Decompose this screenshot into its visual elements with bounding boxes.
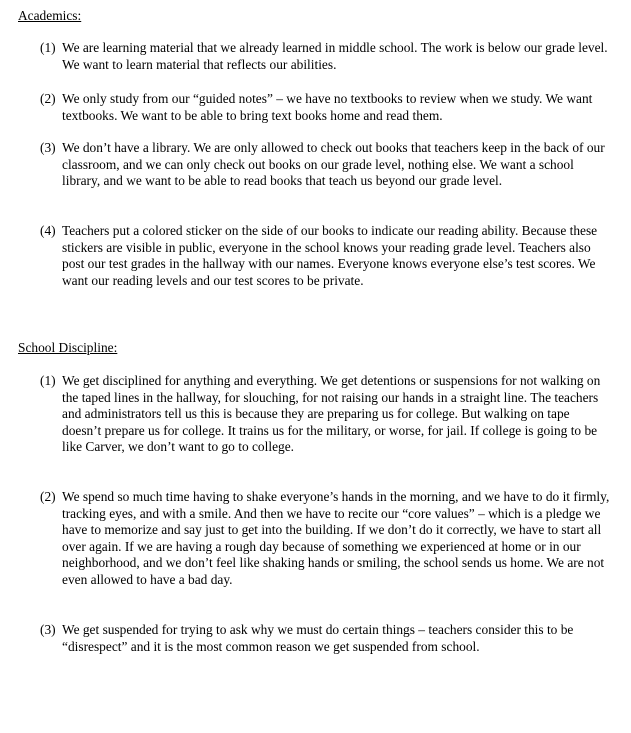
- discipline-item-1: [40, 373, 610, 456]
- item-number: (2): [40, 91, 56, 106]
- academics-item-4: [40, 223, 610, 289]
- item-text: We get disciplined for anything and everything. We get detentions or suspensions for not walking on the taped lines in the hallway, for slouching, for not raising our hands in a straight line. The teachers and administrators tell us this is because they are preparing us for college. But walking on tape doesn’t prepare us for college. It trains us for the military, or worse, for jail. If college is going to be like Carver, we don’t want to go to college.: [62, 373, 601, 455]
- item-text: We only study from our “guided notes” – we have no textbooks to review when we study. We want textbooks. We want to be able to bring text books home and read them.: [62, 91, 593, 123]
- item-number: (4): [40, 223, 56, 238]
- academics-item-2: [40, 91, 610, 124]
- item-number: (1): [40, 373, 56, 388]
- item-number: (1): [40, 40, 56, 55]
- discipline-heading: School Discipline:: [18, 340, 118, 355]
- academics-item-1: [40, 40, 610, 73]
- academics-item-3: [40, 140, 610, 190]
- item-text: We are learning material that we already learned in middle school. The work is below our grade level. We want to learn material that reflects our abilities.: [62, 40, 608, 72]
- item-text: We don’t have a library. We are only allowed to check out books that teachers keep in the back of our classroom, and we can only check out books on our grade level, nothing else. We want a school library, and we want to be able to read books that teach us beyond our grade level.: [62, 140, 605, 189]
- item-text: Teachers put a colored sticker on the side of our books to indicate our reading ability. Because these stickers are visible in public, everyone in the school knows your reading grade level. Teachers also post our test grades in the hallway with our names. Everyone knows everyone else’s test scores. We want our reading levels and our test scores to be private.: [62, 223, 598, 288]
- item-text: We spend so much time having to shake everyone’s hands in the morning, and we have to do it firmly, tracking eyes, and with a smile. And then we have to recite our “core values” – which is a pledge we have to memorize and say just to get into the building. If we don’t do it correctly, we have to start all over again. If we are having a rough day because of something we experienced at home or in our neighborhood, and we don’t feel like shaking hands or smiling, the school sends us home. We are not even allowed to have a bad day.: [62, 489, 610, 587]
- discipline-item-3: [40, 622, 610, 655]
- item-number: (2): [40, 489, 56, 504]
- discipline-item-2: [40, 489, 610, 589]
- academics-heading: Academics:: [18, 8, 82, 23]
- item-number: (3): [40, 140, 56, 155]
- item-text: We get suspended for trying to ask why we must do certain things – teachers consider this to be “disrespect” and it is the most common reason we get suspended from school.: [62, 622, 574, 654]
- item-number: (3): [40, 622, 56, 637]
